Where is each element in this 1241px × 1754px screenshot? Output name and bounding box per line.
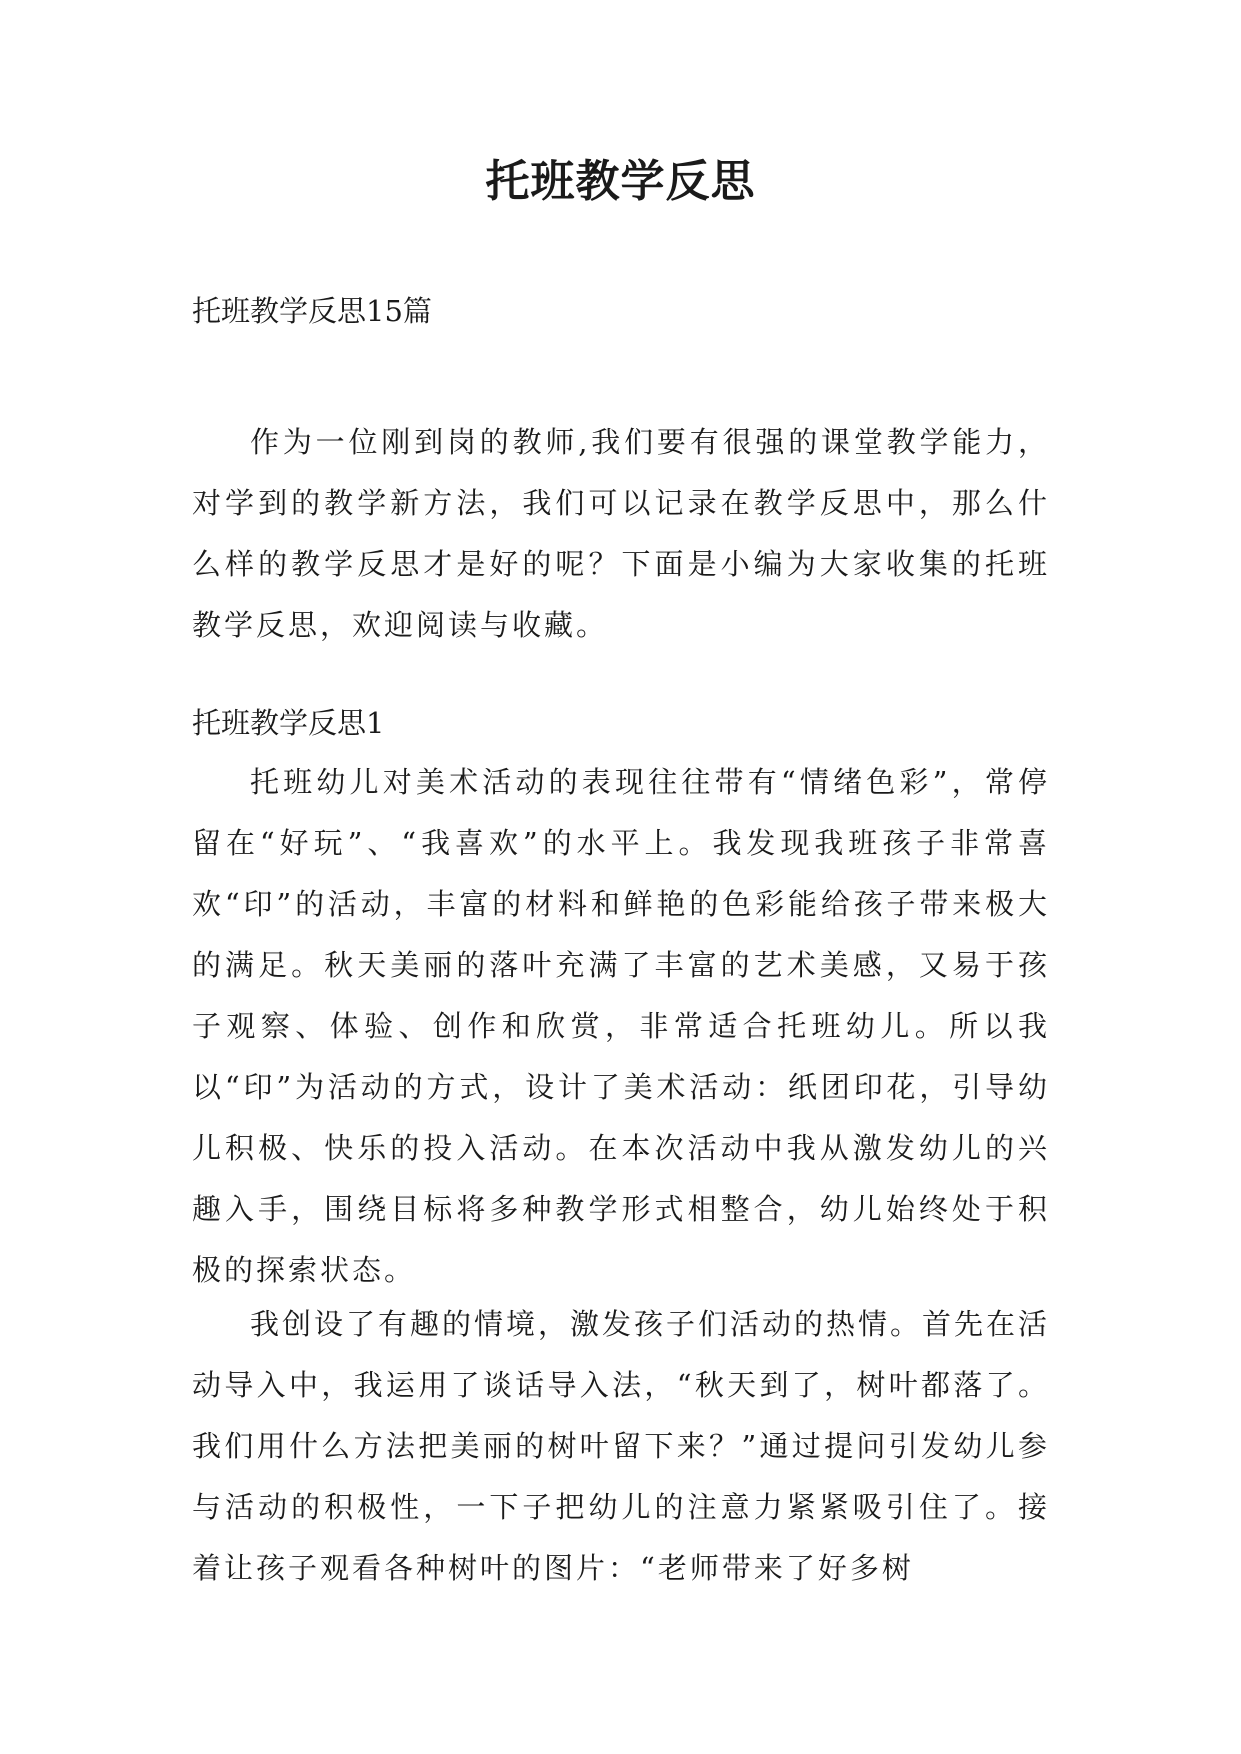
body-paragraph: 我创设了有趣的情境，激发孩子们活动的热情。首先在活动导入中，我运用了谈话导入法，“秋天到了，树叶都落了。我们用什么方法把美丽的树叶留下来？”通过提问引发幼儿参与活动的积极性，一下子把幼儿的注意力紧紧吸引住了。接着让孩子观看各种树叶的图片：“老师带来了好多树 <box>192 1307 1051 1585</box>
document-subtitle: 托班教学反思15篇 <box>192 294 432 328</box>
section-heading: 托班教学反思1 <box>192 706 385 740</box>
body-paragraph: 托班幼儿对美术活动的表现往往带有“情绪色彩”，常停留在“好玩”、“我喜欢”的水平上。我发现我班孩子非常喜欢“印”的活动，丰富的材料和鲜艳的色彩能给孩子带来极大的满足。秋天美丽的落叶充满了丰富的艺术美感，又易于孩子观察、体验、创作和欣赏，非常适合托班幼儿。所以我以“印”为活动的方式，设计了美术活动：纸团印花，引导幼儿积极、快乐的投入活动。在本次活动中我从激发幼儿的兴趣入手，围绕目标将多种教学形式相整合，幼儿始终处于积极的探索状态。 <box>192 765 1050 1287</box>
document-title: 托班教学反思 <box>485 156 756 207</box>
intro-paragraph: 作为一位刚到岗的教师,我们要有很强的课堂教学能力，对学到的教学新方法，我们可以记录在教学反思中，那么什么样的教学反思才是好的呢？下面是小编为大家收集的托班教学反思，欢迎阅读与收藏。 <box>192 425 1050 642</box>
